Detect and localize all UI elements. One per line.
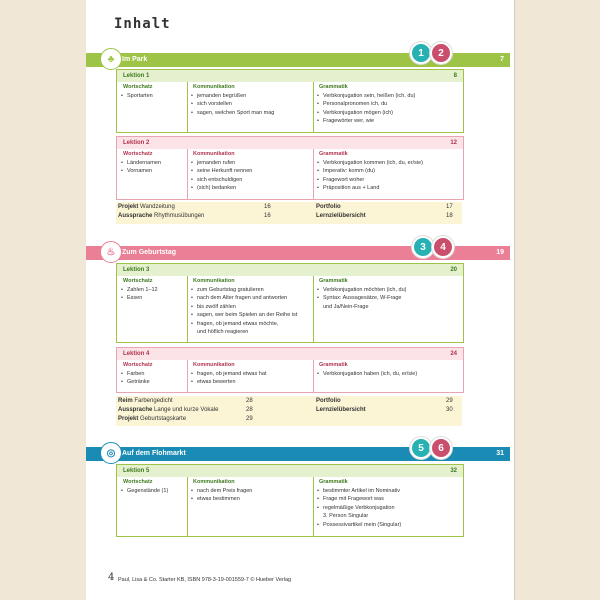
chapter-extras — [116, 202, 462, 224]
list-item: und höflich reagieren — [197, 329, 249, 336]
list-item: • Personalpronomen ich, du — [317, 100, 415, 108]
list-item: • Syntax: Aussagesätze, W-Frage — [317, 294, 406, 302]
chapter-page: 19 — [496, 249, 504, 256]
extra-item: Projekt Wandzeitung — [118, 204, 175, 210]
chapter-page: 7 — [500, 56, 504, 63]
col-head-wortschatz: Wortschatz — [123, 151, 153, 157]
unit-badge: 1 — [410, 42, 432, 64]
col-head-grammatik: Grammatik — [319, 362, 348, 368]
extra-item: Lernzielübersicht — [316, 213, 366, 219]
extra-page: 18 — [446, 213, 453, 219]
extra-item: Lernzielübersicht — [316, 407, 366, 413]
lesson-name: Lektion 3 — [123, 267, 150, 273]
col-head-kommunikation: Kommunikation — [193, 278, 235, 284]
list-item: • Verbkonjugation haben (ich, du, er/sie) — [317, 370, 417, 378]
unit-badge: 4 — [432, 236, 454, 258]
list-item: • Frage mit Fragewort was — [317, 495, 401, 503]
list-item: • Getränke — [121, 378, 150, 386]
extra-item: Reim Farbengedicht — [118, 398, 173, 404]
list-item: • (sich) bedanken — [191, 184, 252, 192]
list-item: • Possessivartikel mein (Singular) — [317, 521, 401, 529]
list-item: • sich vorstellen — [191, 100, 274, 108]
col-head-grammatik: Grammatik — [319, 84, 348, 90]
extra-item: Portfolio — [316, 398, 341, 404]
list-item: • Sportarten — [121, 92, 153, 100]
lesson-page: 8 — [453, 73, 457, 79]
lesson-page: 12 — [450, 140, 457, 146]
unit-badge: 6 — [430, 437, 452, 459]
col-head-grammatik: Grammatik — [319, 278, 348, 284]
list-item: und Ja/Nein-Frage — [323, 303, 369, 310]
tree-icon: ♣ — [100, 48, 122, 70]
list-item: • seine Herkunft nennen — [191, 167, 252, 175]
chapter-extras — [116, 396, 462, 426]
lesson-name: Lektion 2 — [123, 140, 150, 146]
list-item: • nach dem Preis fragen — [191, 487, 252, 495]
extra-item: Projekt Geburtstagskarte — [118, 416, 187, 422]
col-head-kommunikation: Kommunikation — [193, 84, 235, 90]
lesson-header — [117, 264, 463, 276]
lesson-box-5 — [116, 464, 464, 537]
page-title: Inhalt — [114, 16, 171, 32]
col-head-wortschatz: Wortschatz — [123, 278, 153, 284]
list-item: • zum Geburtstag gratulieren — [191, 286, 297, 294]
list-item: • Fragewörter wer, wie — [317, 117, 415, 125]
list-item: • Vornamen — [121, 167, 161, 175]
lesson-header — [117, 465, 463, 477]
lesson-header — [117, 137, 463, 149]
list-item: • jemanden rufen — [191, 159, 252, 167]
list-item: • regelmäßige Verbkonjugation — [317, 504, 401, 512]
column-headers — [117, 82, 463, 92]
list-item: • Fragewort woher — [317, 176, 423, 184]
list-item: • Verbkonjugation kommen (ich, du, er/sie) — [317, 159, 423, 167]
extra-item: Aussprache Lange und kurze Vokale — [118, 407, 219, 413]
list-item: • fragen, ob jemand etwas möchte, — [191, 320, 297, 328]
unit-badge: 3 — [412, 236, 434, 258]
page — [86, 0, 515, 600]
chapter-title: Zum Geburtstag — [122, 249, 177, 256]
extra-item: Aussprache Rhythmusübungen — [118, 213, 205, 219]
chapter-page: 31 — [496, 450, 504, 457]
col-head-wortschatz: Wortschatz — [123, 479, 153, 485]
column-headers — [117, 149, 463, 159]
unit-badge: 5 — [410, 437, 432, 459]
col-head-kommunikation: Kommunikation — [193, 151, 235, 157]
col-head-kommunikation: Kommunikation — [193, 479, 235, 485]
extra-page: 28 — [246, 407, 253, 413]
list-item: • Imperativ: komm (du) — [317, 167, 423, 175]
extra-page: 29 — [446, 398, 453, 404]
column-headers — [117, 477, 463, 487]
list-item: • Essen — [121, 294, 158, 302]
chapter-title: Auf dem Flohmarkt — [122, 450, 186, 457]
list-item: • Präposition aus + Land — [317, 184, 423, 192]
col-head-grammatik: Grammatik — [319, 151, 348, 157]
list-item: • bis zwölf zählen — [191, 303, 297, 311]
list-item: • sagen, welchen Sport man mag — [191, 109, 274, 117]
lesson-page: 24 — [450, 351, 457, 357]
list-item: 3. Person Singular — [323, 513, 369, 520]
col-head-kommunikation: Kommunikation — [193, 362, 235, 368]
extra-page: 30 — [446, 407, 453, 413]
column-headers — [117, 360, 463, 370]
extra-page: 16 — [264, 204, 271, 210]
list-item: • Verbkonjugation möchten (ich, du) — [317, 286, 406, 294]
list-item: • Farben — [121, 370, 150, 378]
extra-page: 28 — [246, 398, 253, 404]
extra-page: 29 — [246, 416, 253, 422]
unit-badge: 2 — [430, 42, 452, 64]
list-item: • nach dem Alter fragen und antworten — [191, 294, 297, 302]
footer-text: Paul, Lisa & Co. Starter KB, ISBN 978-3-19-001559-7 © Hueber Verlag — [118, 577, 292, 583]
col-head-wortschatz: Wortschatz — [123, 362, 153, 368]
list-item: • sagen, wer beim Spielen an der Reihe ist — [191, 311, 297, 319]
lesson-header — [117, 348, 463, 360]
list-item: • Verbkonjugation mögen (ich) — [317, 109, 415, 117]
list-item: • bestimmter Artikel im Nominativ — [317, 487, 401, 495]
list-item: • Gegenstände (1) — [121, 487, 168, 495]
lesson-page: 32 — [450, 468, 457, 474]
column-headers — [117, 276, 463, 286]
lesson-page: 20 — [450, 267, 457, 273]
list-item: • sich entschuldigen — [191, 176, 252, 184]
list-item: • etwas bewerten — [191, 378, 266, 386]
list-item: • fragen, ob jemand etwas hat — [191, 370, 266, 378]
list-item: • etwas bestimmen — [191, 495, 252, 503]
lesson-name: Lektion 4 — [123, 351, 150, 357]
extra-page: 17 — [446, 204, 453, 210]
col-head-grammatik: Grammatik — [319, 479, 348, 485]
list-item: • jemanden begrüßen — [191, 92, 274, 100]
lesson-box-1 — [116, 69, 464, 133]
lesson-name: Lektion 1 — [123, 73, 150, 79]
lesson-box-3 — [116, 263, 464, 343]
chapter-title: Im Park — [122, 56, 148, 63]
extra-item: Portfolio — [316, 204, 341, 210]
list-item: • Zahlen 1–12 — [121, 286, 158, 294]
lesson-name: Lektion 5 — [123, 468, 150, 474]
page-number: 4 — [108, 572, 115, 583]
lesson-box-4 — [116, 347, 464, 393]
lesson-header — [117, 70, 463, 82]
extra-page: 16 — [264, 213, 271, 219]
lesson-box-2 — [116, 136, 464, 200]
list-item: • Ländernamen — [121, 159, 161, 167]
col-head-wortschatz: Wortschatz — [123, 84, 153, 90]
cake-icon: ♨ — [100, 241, 122, 263]
list-item: • Verbkonjugation sein, heißen (ich, du) — [317, 92, 415, 100]
ball-icon: ◎ — [100, 442, 122, 464]
